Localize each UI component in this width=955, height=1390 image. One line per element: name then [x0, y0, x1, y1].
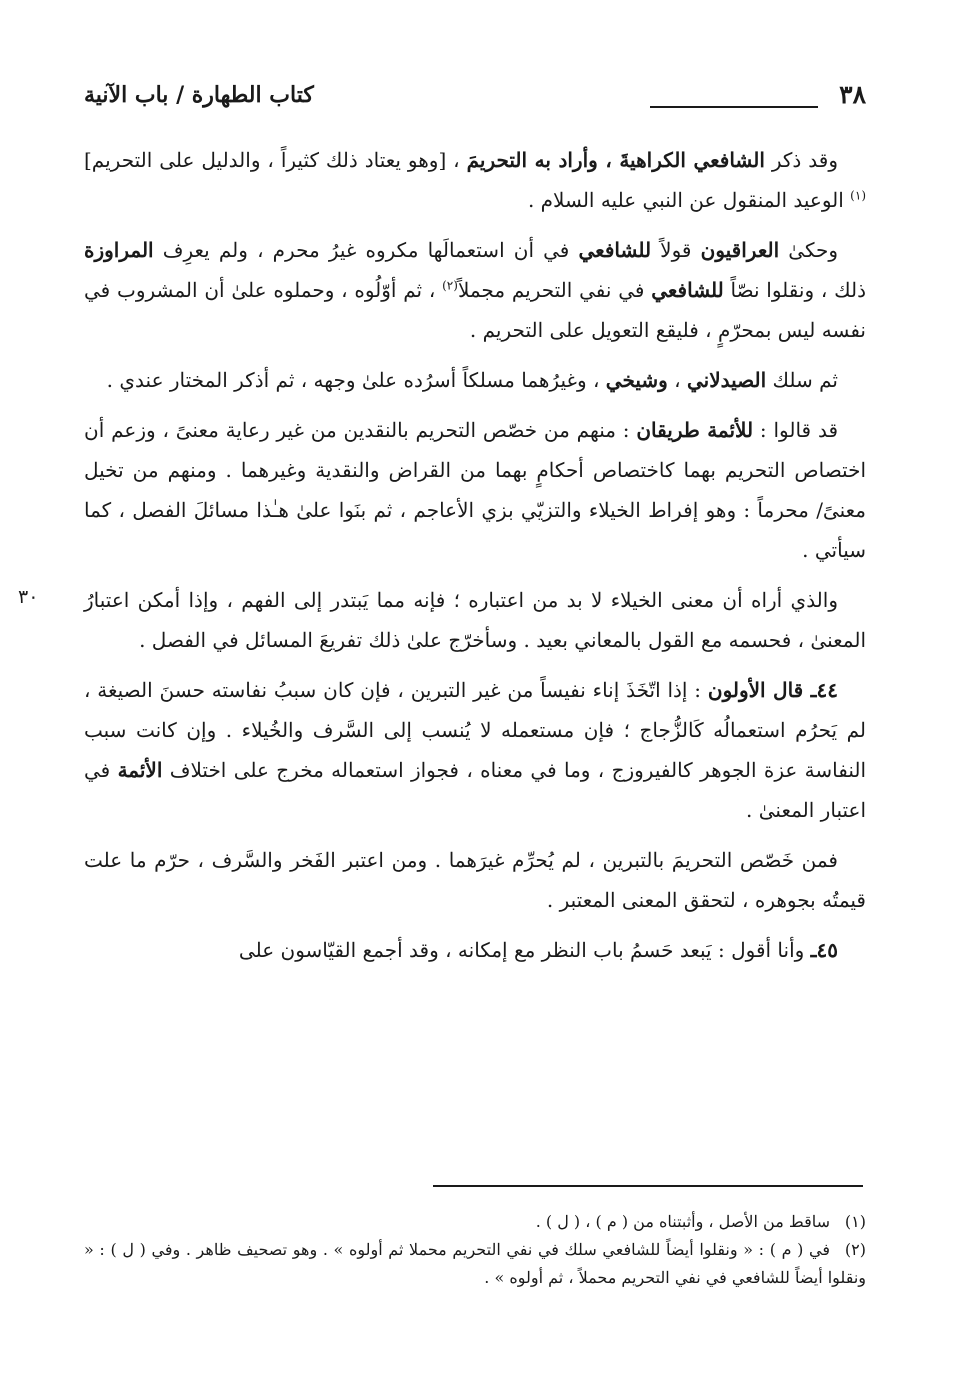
- footnote-1: (١)ساقط من الأصل ، وأثبتناه من ( م ) ، ( ل ) .: [84, 1208, 866, 1236]
- paragraph-6: ٤٤ـ قال الأولون : إذا اتّخَذَ إناء نفيساً من غير التبرين ، فإن كان سببُ نفاسته حسنَ الصيغة ، لم يَحرُم استعمالُه كَالزُّجاج ؛ فإن مستعمله لا يُنسب إلى السَّرف والخُيلاء . وإن كانت سبب النفاسة عزة الجوهر كالفيروزج ، وما في معناه ، فجواز استعماله مخرج على اختلاف الأئمة في اعتبار المعنىٰ .: [84, 678, 867, 822]
- section-number-44: ٤٤ـ قال الأولون: [707, 678, 838, 702]
- footnote-ref-1: (١): [850, 188, 866, 203]
- footnotes: [84, 1208, 866, 1292]
- paragraph-7: فمن خَصّص التحريمَ بالتبرين ، لم يُحرِّم غيرَهما . ومن اعتبر الفَخر والسَّرف ، حرّم ما علت قيمتُه بجوهره ، لتحقق المعنى المعتبر .: [84, 848, 866, 912]
- page-header: [84, 78, 866, 122]
- running-title: كتاب الطهارة / باب الآنية: [84, 82, 314, 108]
- footnote-rule: [433, 1185, 863, 1187]
- footnote-mark: (٢): [844, 1240, 866, 1259]
- margin-number: ٣٠: [18, 586, 39, 608]
- paragraph-8: ٤٥ـ وأنا أقول : يَبعد حَسمُ باب النظر مع إمكانه ، وقد أجمع القيّاسون على: [238, 938, 838, 962]
- footnote-ref-2: (٢): [442, 278, 458, 293]
- paragraph-1: وقد ذكر الشافعي الكراهيةَ ، وأراد به التحريمَ ، [وهو يعتاد ذلك كثيراً ، والدليل على التحريم]$^{(١)}$ الوعيد المنقول عن النبي عليه السلام .: [84, 148, 866, 212]
- footnote-mark: (١): [844, 1212, 866, 1231]
- paragraph-5: والذي أراه أن معنى الخيلاء لا بد من اعتباره ؛ فإنه مما يَبتدر إلى الفهم ، وإذا أمكن اعتبارُ المعنىٰ ، فحسمه مع القول بالمعاني بعيد . وسأخرّج علىٰ ذلك تفريعَ المسائل في الفصل .: [84, 588, 866, 652]
- paragraph-3: ثم سلك الصيدلاني ، وشيخي ، وغيرُهما مسلكاً أسرُده علىٰ وجهه ، ثم أذكر المختار عندي .: [106, 368, 838, 392]
- section-number-45: ٤٥ـ: [810, 938, 838, 962]
- page-number: ٣٨: [839, 80, 866, 109]
- paragraph-2: وحكىٰ العراقيون قولاً للشافعي في أن استعمالَها مكروه غيرُ محرم ، ولم يعرِف المراوزة ذلك ، ونقلوا نصّاً للشافعي في نفي التحريم مجملاً$^{(٢)}$ ، ثم أوّلُوه ، وحملوه علىٰ أن المشروب في نفسه ليس بمحرّمٍ ، فليقع التعويل على التحريم .: [84, 238, 866, 342]
- header-rule: [650, 106, 818, 108]
- footnote-2: (٢)في ( م ) : « ونقلوا أيضاً للشافعي سلك في نفي التحريم محملا ثم أولوه » . وهو تصحيف ظاهر . وفي ( ل ) : « ونقلوا أيضاً للشافعي في نفي التحريم محملاً ، ثم أولوه » .: [84, 1236, 866, 1292]
- main-text: [84, 140, 866, 970]
- paragraph-4: قد قالوا : للأئمة طريقان : منهم من خصّص التحريم بالنقدين من غير رعاية معنىً ، وزعم أن اختصاص التحريم بهما كاختصاص أحكامٍ بهما من القراض والنقدية وغيرهما . ومنهم من تخيل معنىً/ محرماً : وهو إفراط الخيلاء والتزيّي بزي الأعاجم ، ثم بنَوا علىٰ هـٰذا مسائلَ الفصل ، كما سيأتي .: [84, 418, 866, 562]
